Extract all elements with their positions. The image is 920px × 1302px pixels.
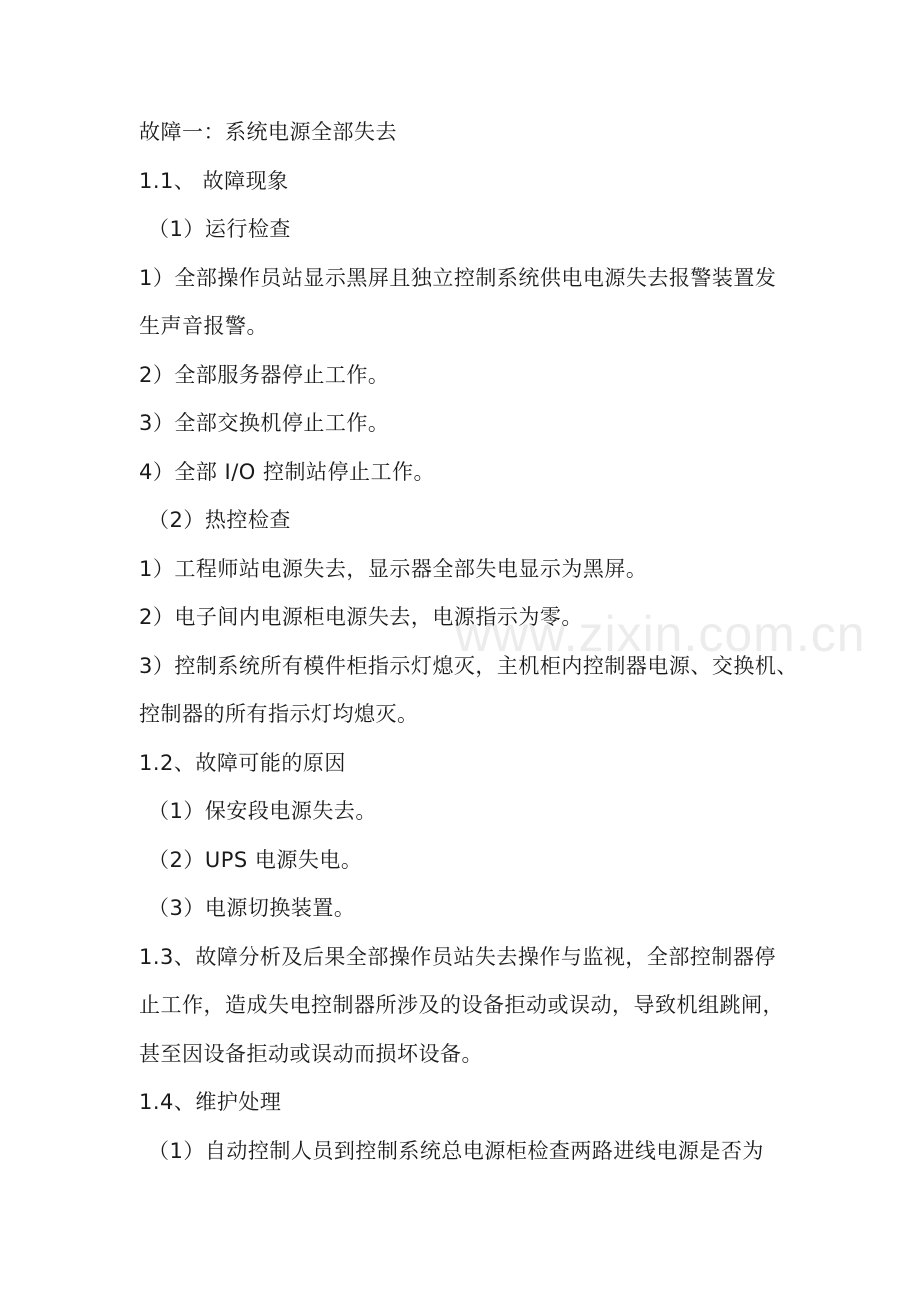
paragraph-line: （1）自动控制人员到控制系统总电源柜检查两路进线电源是否为 bbox=[148, 1139, 764, 1163]
paragraph-line: 1）全部操作员站显示黑屏且独立控制系统供电电源失去报警装置发 bbox=[139, 266, 777, 290]
paragraph-line: （3）电源切换装置。 bbox=[148, 896, 356, 920]
paragraph-line: （1）保安段电源失去。 bbox=[148, 799, 377, 823]
paragraph-line: 4）全部 I/O 控制站停止工作。 bbox=[139, 460, 436, 484]
subsection-heading: 1.4、维护处理 bbox=[139, 1090, 282, 1114]
paragraph-line: 2）全部服务器停止工作。 bbox=[139, 363, 390, 387]
paragraph-line: 3）全部交换机停止工作。 bbox=[139, 411, 390, 435]
paragraph-line: （2）UPS 电源失电。 bbox=[148, 848, 363, 872]
paragraph-line: 甚至因设备拒动或误动而损坏设备。 bbox=[139, 1042, 483, 1066]
paragraph-line: （2）热控检查 bbox=[148, 508, 291, 532]
watermark: www.zixin.com.cn bbox=[455, 606, 866, 662]
subsection-heading: 1.1、 故障现象 bbox=[139, 169, 289, 193]
paragraph-line: 3）控制系统所有模件柜指示灯熄灭，主机柜内控制器电源、交换机、 bbox=[139, 654, 798, 678]
subsection-heading: 1.2、故障可能的原因 bbox=[139, 751, 346, 775]
section-heading: 故障一：系统电源全部失去 bbox=[139, 120, 397, 144]
paragraph-line: （1）运行检查 bbox=[148, 217, 291, 241]
paragraph-line: 1.3、故障分析及后果全部操作员站失去操作与监视，全部控制器停 bbox=[139, 945, 776, 969]
paragraph-line: 1）工程师站电源失去，显示器全部失电显示为黑屏。 bbox=[139, 557, 648, 581]
paragraph-line: 生声音报警。 bbox=[139, 314, 268, 338]
paragraph-line: 止工作，造成失电控制器所涉及的设备拒动或误动，导致机组跳闸， bbox=[139, 993, 784, 1017]
paragraph-line: 控制器的所有指示灯均熄灭。 bbox=[139, 702, 419, 726]
paragraph-line: 2）电子间内电源柜电源失去，电源指示为零。 bbox=[139, 605, 583, 629]
